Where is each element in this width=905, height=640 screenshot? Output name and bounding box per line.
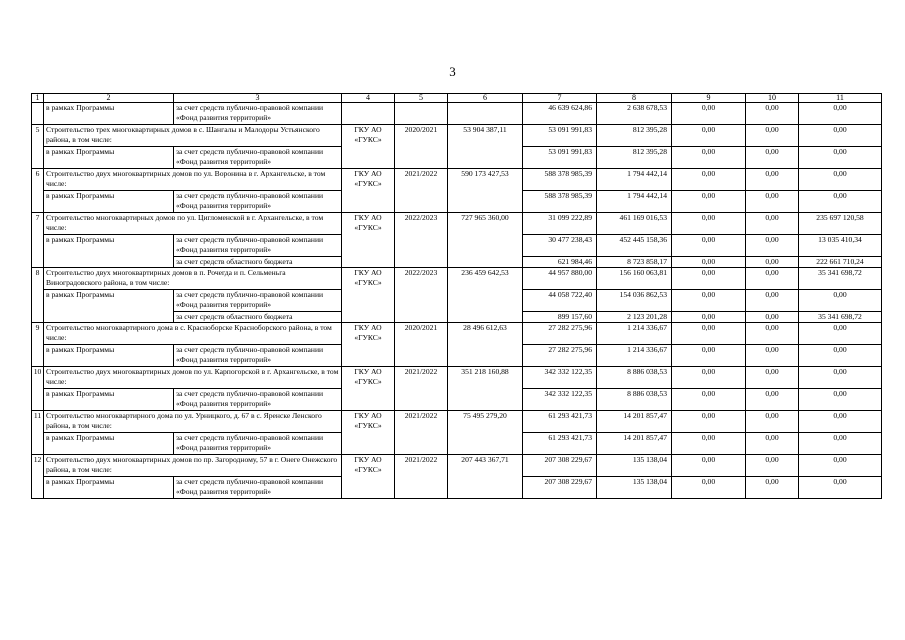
total-cost: 28 496 612,63	[448, 323, 523, 367]
value-cell: 1 794 442,14	[597, 169, 672, 191]
table-row	[32, 411, 882, 433]
value-cell: 0,00	[746, 169, 799, 191]
value-cell: 46 639 624,86	[523, 103, 597, 125]
value-cell: 0,00	[746, 367, 799, 389]
column-header: 5	[395, 94, 448, 103]
row-number: 10	[32, 367, 44, 411]
value-cell: 35 341 698,72	[799, 268, 882, 290]
value-cell: 0,00	[746, 125, 799, 147]
total-cost	[448, 103, 523, 125]
value-cell: 61 293 421,73	[523, 411, 597, 433]
column-header: 7	[523, 94, 597, 103]
value-cell: 0,00	[799, 191, 882, 213]
value-cell: 588 378 985,39	[523, 169, 597, 191]
column-header: 1	[32, 94, 44, 103]
program-label: в рамках Программы	[44, 477, 174, 499]
row-number	[32, 103, 44, 125]
value-cell: 0,00	[672, 125, 746, 147]
value-cell: 14 201 857,47	[597, 411, 672, 433]
table-row	[32, 323, 882, 345]
object-name: Строительство многоквартирного дома по ул. Урницкого, д. 67 в с. Яренске Ленского района, в том числе:	[44, 411, 342, 433]
value-cell: 1 214 336,67	[597, 323, 672, 345]
total-cost: 75 495 279,20	[448, 411, 523, 455]
funding-source: за счет средств публично-правовой компании «Фонд развития территорий»	[174, 103, 342, 125]
value-cell: 207 308 229,67	[523, 455, 597, 477]
table-row	[32, 125, 882, 147]
value-cell: 342 332 122,35	[523, 367, 597, 389]
row-number: 12	[32, 455, 44, 499]
value-cell: 0,00	[672, 147, 746, 169]
column-header: 3	[174, 94, 342, 103]
customer: ГКУ АО «ГУКС»	[342, 455, 395, 499]
value-cell: 0,00	[746, 433, 799, 455]
value-cell: 53 091 991,83	[523, 147, 597, 169]
value-cell: 0,00	[746, 345, 799, 367]
period: 2020/2021	[395, 125, 448, 169]
program-label: в рамках Программы	[44, 235, 174, 268]
value-cell: 0,00	[672, 290, 746, 312]
customer: ГКУ АО «ГУКС»	[342, 268, 395, 323]
value-cell: 154 036 862,53	[597, 290, 672, 312]
period	[395, 103, 448, 125]
customer: ГКУ АО «ГУКС»	[342, 169, 395, 213]
value-cell: 0,00	[746, 312, 799, 323]
funding-source: за счет средств публично-правовой компании «Фонд развития территорий»	[174, 147, 342, 169]
value-cell: 0,00	[746, 323, 799, 345]
column-header: 11	[799, 94, 882, 103]
value-cell: 1 214 336,67	[597, 345, 672, 367]
funding-source: за счет средств публично-правовой компании «Фонд развития территорий»	[174, 433, 342, 455]
object-name: Строительство двух многоквартирных домов по ул. Карпогорской в г. Архангельске, в том числе:	[44, 367, 342, 389]
row-number: 11	[32, 411, 44, 455]
value-cell: 222 661 710,24	[799, 257, 882, 268]
customer: ГКУ АО «ГУКС»	[342, 213, 395, 268]
value-cell: 0,00	[672, 345, 746, 367]
value-cell: 0,00	[746, 257, 799, 268]
row-number: 7	[32, 213, 44, 268]
period: 2022/2023	[395, 213, 448, 268]
value-cell: 588 378 985,39	[523, 191, 597, 213]
funding-source: за счет средств областного бюджета	[174, 312, 342, 323]
value-cell: 812 395,28	[597, 125, 672, 147]
value-cell: 27 282 275,96	[523, 323, 597, 345]
value-cell: 0,00	[672, 323, 746, 345]
value-cell: 0,00	[799, 389, 882, 411]
program-label: в рамках Программы	[44, 103, 174, 125]
value-cell: 0,00	[746, 455, 799, 477]
object-name: Строительство двух многоквартирных домов по пр. Загородному, 57 в г. Онеге Онежского района, в том числе:	[44, 455, 342, 477]
table-row	[32, 268, 882, 290]
value-cell: 8 886 038,53	[597, 389, 672, 411]
object-name: Строительство двух многоквартирных домов по ул. Воронина в г. Архангельске, в том числе:	[44, 169, 342, 191]
funding-source: за счет средств публично-правовой компании «Фонд развития территорий»	[174, 191, 342, 213]
value-cell: 13 035 410,34	[799, 235, 882, 257]
value-cell: 0,00	[746, 268, 799, 290]
value-cell: 0,00	[746, 103, 799, 125]
value-cell: 0,00	[672, 103, 746, 125]
value-cell: 0,00	[672, 191, 746, 213]
value-cell: 0,00	[672, 433, 746, 455]
period: 2021/2022	[395, 455, 448, 499]
column-header: 2	[44, 94, 174, 103]
customer	[342, 103, 395, 125]
table-row	[32, 213, 882, 235]
value-cell: 53 091 991,83	[523, 125, 597, 147]
value-cell: 31 099 222,89	[523, 213, 597, 235]
value-cell: 27 282 275,96	[523, 345, 597, 367]
value-cell: 0,00	[746, 147, 799, 169]
value-cell: 44 058 722,40	[523, 290, 597, 312]
funding-source: за счет средств публично-правовой компании «Фонд развития территорий»	[174, 235, 342, 257]
table-row	[32, 103, 882, 125]
value-cell: 0,00	[672, 268, 746, 290]
value-cell: 452 445 158,36	[597, 235, 672, 257]
value-cell: 621 984,46	[523, 257, 597, 268]
funding-source: за счет средств публично-правовой компании «Фонд развития территорий»	[174, 477, 342, 499]
program-label: в рамках Программы	[44, 389, 174, 411]
value-cell: 461 169 016,53	[597, 213, 672, 235]
period: 2021/2022	[395, 367, 448, 411]
value-cell: 0,00	[672, 389, 746, 411]
customer: ГКУ АО «ГУКС»	[342, 323, 395, 367]
value-cell: 0,00	[799, 103, 882, 125]
value-cell: 2 638 678,53	[597, 103, 672, 125]
column-header: 8	[597, 94, 672, 103]
value-cell: 156 160 063,81	[597, 268, 672, 290]
column-header: 6	[448, 94, 523, 103]
total-cost: 727 965 360,00	[448, 213, 523, 268]
total-cost: 236 459 642,53	[448, 268, 523, 323]
object-name: Строительство многоквартирных домов по ул. Цигломенской в г. Архангельске, в том числе:	[44, 213, 342, 235]
value-cell: 0,00	[672, 169, 746, 191]
value-cell: 0,00	[672, 367, 746, 389]
period: 2020/2021	[395, 323, 448, 367]
value-cell: 0,00	[672, 235, 746, 257]
object-name: Строительство двух многоквартирных домов в п. Рочегда и п. Сельменьга Виноградовского района, в том числе:	[44, 268, 342, 290]
value-cell: 812 395,28	[597, 147, 672, 169]
customer: ГКУ АО «ГУКС»	[342, 411, 395, 455]
total-cost: 351 218 160,88	[448, 367, 523, 411]
value-cell: 8 886 038,53	[597, 367, 672, 389]
program-label: в рамках Программы	[44, 191, 174, 213]
value-cell: 1 794 442,14	[597, 191, 672, 213]
period: 2022/2023	[395, 268, 448, 323]
column-header: 10	[746, 94, 799, 103]
value-cell: 0,00	[672, 477, 746, 499]
program-label: в рамках Программы	[44, 147, 174, 169]
table-row	[32, 367, 882, 389]
value-cell: 8 723 858,17	[597, 257, 672, 268]
value-cell: 0,00	[799, 323, 882, 345]
value-cell: 0,00	[799, 477, 882, 499]
object-name: Строительство трех многоквартирных домов в с. Шангалы и Малодоры Устьянского района, в том числе:	[44, 125, 342, 147]
header-row	[32, 94, 882, 103]
value-cell: 0,00	[672, 455, 746, 477]
funding-source: за счет средств публично-правовой компании «Фонд развития территорий»	[174, 290, 342, 312]
row-number: 5	[32, 125, 44, 169]
column-header: 9	[672, 94, 746, 103]
row-number: 9	[32, 323, 44, 367]
value-cell: 0,00	[799, 367, 882, 389]
value-cell: 2 123 201,28	[597, 312, 672, 323]
value-cell: 0,00	[799, 169, 882, 191]
value-cell: 61 293 421,73	[523, 433, 597, 455]
row-number: 8	[32, 268, 44, 323]
program-label: в рамках Программы	[44, 345, 174, 367]
total-cost: 53 904 387,11	[448, 125, 523, 169]
page-number: 3	[449, 64, 456, 79]
value-cell: 0,00	[799, 125, 882, 147]
table-row	[32, 455, 882, 477]
value-cell: 0,00	[746, 213, 799, 235]
value-cell: 0,00	[672, 213, 746, 235]
value-cell: 0,00	[799, 345, 882, 367]
program-label: в рамках Программы	[44, 433, 174, 455]
value-cell: 0,00	[672, 312, 746, 323]
funding-source: за счет средств публично-правовой компании «Фонд развития территорий»	[174, 345, 342, 367]
value-cell: 0,00	[746, 290, 799, 312]
total-cost: 207 443 367,71	[448, 455, 523, 499]
period: 2021/2022	[395, 411, 448, 455]
period: 2021/2022	[395, 169, 448, 213]
value-cell: 0,00	[799, 455, 882, 477]
value-cell: 0,00	[672, 411, 746, 433]
customer: ГКУ АО «ГУКС»	[342, 367, 395, 411]
table-row	[32, 169, 882, 191]
value-cell: 0,00	[746, 411, 799, 433]
value-cell: 899 157,60	[523, 312, 597, 323]
value-cell: 0,00	[746, 477, 799, 499]
funding-source: за счет средств публично-правовой компании «Фонд развития территорий»	[174, 389, 342, 411]
column-header: 4	[342, 94, 395, 103]
customer: ГКУ АО «ГУКС»	[342, 125, 395, 169]
value-cell: 0,00	[746, 389, 799, 411]
value-cell: 44 957 880,00	[523, 268, 597, 290]
value-cell: 0,00	[746, 191, 799, 213]
value-cell: 0,00	[799, 147, 882, 169]
value-cell: 30 477 238,43	[523, 235, 597, 257]
value-cell: 35 341 698,72	[799, 312, 882, 323]
value-cell: 0,00	[672, 257, 746, 268]
value-cell: 0,00	[799, 411, 882, 433]
value-cell: 235 697 120,58	[799, 213, 882, 235]
value-cell: 14 201 857,47	[597, 433, 672, 455]
value-cell: 0,00	[799, 290, 882, 312]
value-cell: 207 308 229,67	[523, 477, 597, 499]
value-cell: 135 138,04	[597, 455, 672, 477]
total-cost: 590 173 427,53	[448, 169, 523, 213]
row-number: 6	[32, 169, 44, 213]
value-cell: 0,00	[799, 433, 882, 455]
value-cell: 135 138,04	[597, 477, 672, 499]
budget-table	[31, 93, 882, 499]
value-cell: 0,00	[746, 235, 799, 257]
funding-source: за счет средств областного бюджета	[174, 257, 342, 268]
object-name: Строительство многоквартирного дома в с. Красноборске Красноборского района, в том числе:	[44, 323, 342, 345]
program-label: в рамках Программы	[44, 290, 174, 323]
value-cell: 342 332 122,35	[523, 389, 597, 411]
